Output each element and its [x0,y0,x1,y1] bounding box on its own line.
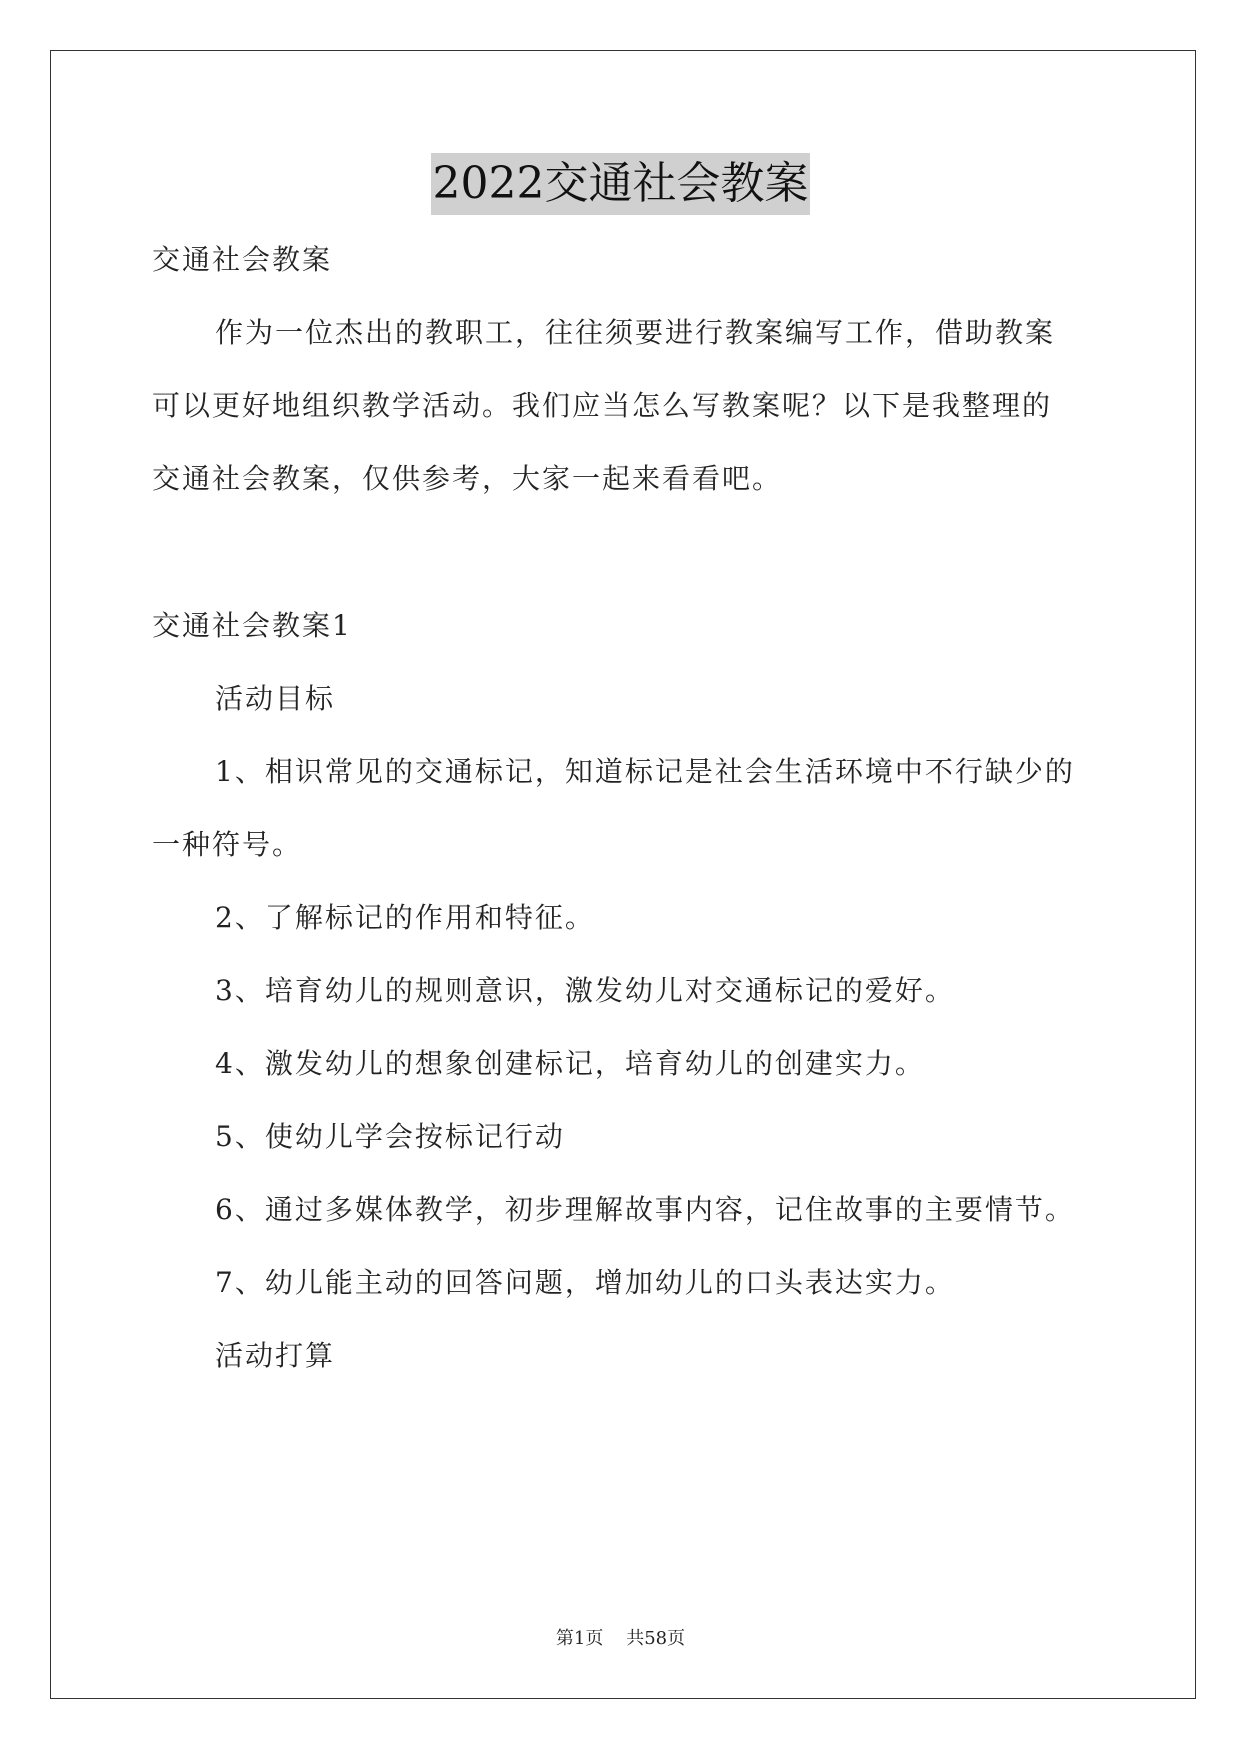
page-footer [0,1627,1241,1651]
activity-goals-heading: 活动目标 [215,682,336,715]
page-number: 第1页 [555,1628,604,1649]
goal-item: 6、通过多媒体教学，初步理解故事内容，记住故事的主要情节。 [215,1193,1075,1226]
goal-item: 3、培育幼儿的规则意识，激发幼儿对交通标记的爱好。 [215,974,955,1007]
goal-item: 7、幼儿能主动的回答问题，增加幼儿的口头表达实力。 [215,1266,955,1299]
subtitle: 交通社会教案 [152,243,333,276]
goal-item: 4、激发幼儿的想象创建标记，培育幼儿的创建实力。 [215,1047,925,1080]
document-title: 2022交通社会教案 [431,153,811,215]
goal-item: 5、使幼儿学会按标记行动 [215,1120,565,1153]
intro-line-1: 作为一位杰出的教职工，往往须要进行教案编写工作，借助教案 [215,316,1056,349]
title-container [0,153,1241,215]
page-border [50,50,1196,1699]
goal-item-continuation: 一种符号。 [152,828,303,861]
total-pages: 共58页 [626,1628,686,1649]
intro-line-2: 可以更好地组织教学活动。我们应当怎么写教案呢？以下是我整理的 [152,389,1053,422]
intro-line-3: 交通社会教案，仅供参考，大家一起来看看吧。 [152,462,783,495]
goal-item: 2、了解标记的作用和特征。 [215,901,595,934]
goal-item: 1、相识常见的交通标记，知道标记是社会生活环境中不行缺少的 [215,755,1075,788]
section-heading: 交通社会教案1 [152,609,352,642]
activity-prep-heading: 活动打算 [215,1339,336,1372]
